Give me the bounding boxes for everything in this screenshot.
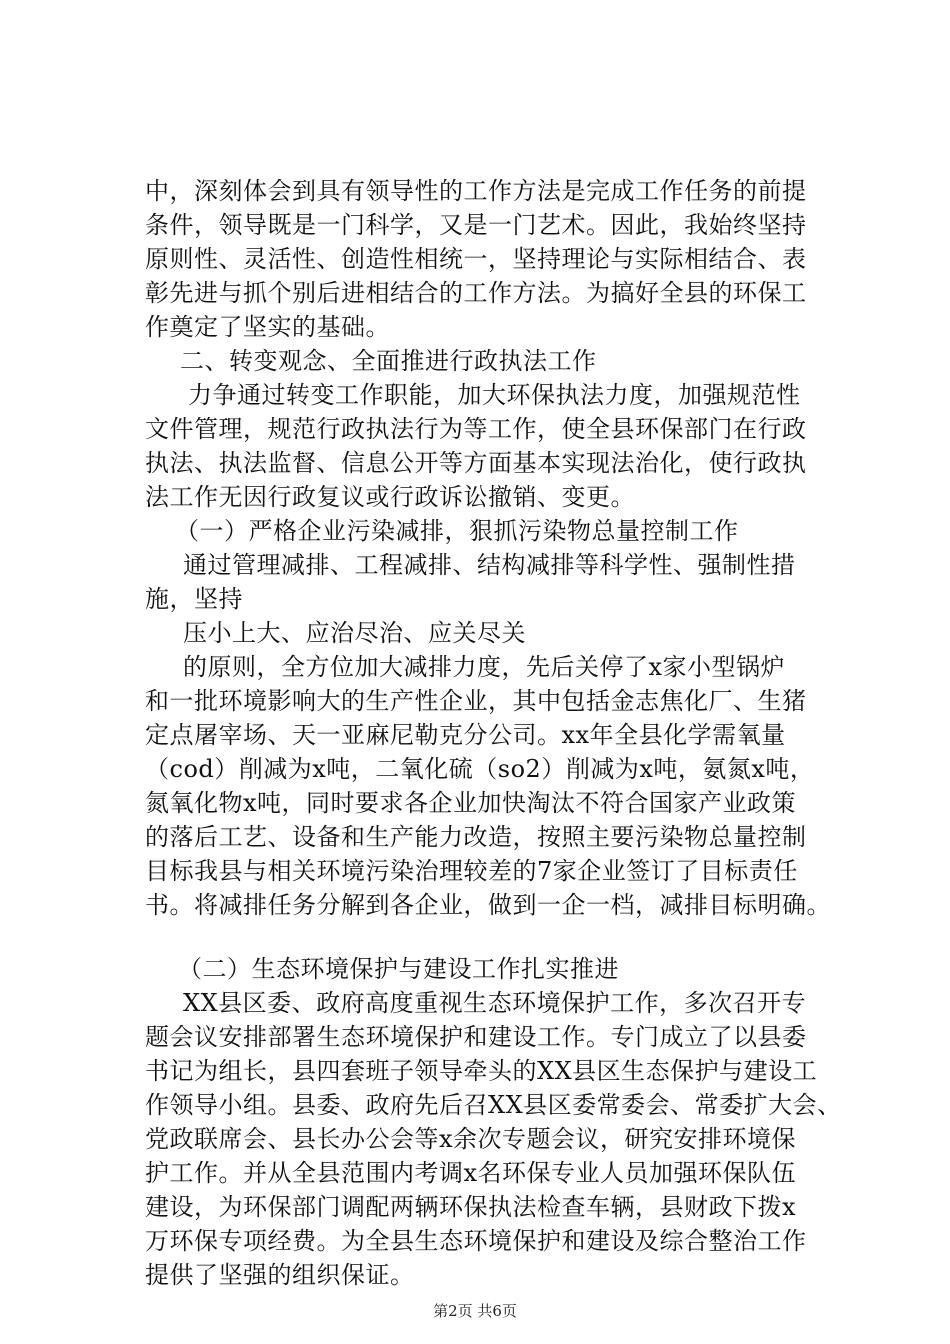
body-text-line: XX县区委、政府高度重视生态环境保护工作，多次召开专 (183, 989, 807, 1017)
body-text-line: 原则性、灵活性、创造性相统一，坚持理论与实际相结合、表 (145, 245, 807, 273)
body-text-line: （cod）削减为x吨，二氧化硫（so2）削减为x吨，氨氮x吨， (145, 755, 815, 783)
body-text-line: 的原则，全方位加大减排力度，先后关停了x家小型锅炉 (183, 653, 786, 681)
body-text-line: 力争通过转变工作职能，加大环保执法力度，加强规范性 (188, 381, 801, 409)
page-number-footer: 第2页 共6页 (433, 1302, 517, 1320)
body-text-line: 万环保专项经费。为全县生态环境保护和建设及综合整治工作 (145, 1227, 807, 1255)
subsection-heading: （二）生态环境保护与建设工作扎实推进 (178, 955, 619, 983)
body-text-line: 压小上大、应治尽治、应关尽关 (183, 619, 526, 647)
body-text-line: 提供了坚强的组织保证。 (145, 1261, 415, 1289)
body-text-line: 条件，领导既是一门科学，又是一门艺术。因此，我始终坚持 (145, 211, 807, 239)
body-text-line: 党政联席会、县长办公会等x余次专题会议，研究安排环境保 (145, 1125, 797, 1153)
body-text-line: 执法、执法监督、信息公开等方面基本实现法治化，使行政执 (145, 449, 807, 477)
body-text-line: 目标我县与相关环境污染治理较差的7家企业签订了目标责任 (145, 857, 798, 885)
body-text-line: 建设，为环保部门调配两辆环保执法检查车辆，县财政下拨x (145, 1193, 797, 1221)
body-text-line: 作领导小组。县委、政府先后召XX县区委常委会、常委扩大会、 (145, 1091, 842, 1119)
body-text-line: 书。将减排任务分解到各企业，做到一企一档，减排目标明确。 (145, 891, 831, 919)
subsection-heading: （一）严格企业污染减排，狠抓污染物总量控制工作 (175, 517, 739, 545)
body-text-line: 的落后工艺、设备和生产能力改造，按照主要污染物总量控制 (145, 823, 807, 851)
section-heading: 二、转变观念、全面推进行政执法工作 (180, 347, 597, 375)
body-text-line: 书记为组长，县四套班子领导牵头的XX县区生态保护与建设工 (145, 1057, 818, 1085)
body-text-line: 和一批环境影响大的生产性企业，其中包括金志焦化厂、生猪 (145, 687, 807, 715)
body-text-line: 定点屠宰场、天一亚麻尼勒克分公司。xx年全县化学需氧量 (145, 721, 786, 749)
body-text-line: 通过管理减排、工程减排、结构减排等科学性、强制性措 (183, 551, 796, 579)
body-text-line: 题会议安排部署生态环境保护和建设工作。专门成立了以县委 (145, 1023, 807, 1051)
body-text-line: 文件管理，规范行政执法行为等工作，使全县环保部门在行政 (145, 415, 807, 443)
body-text-line: 护工作。并从全县范围内考调x名环保专业人员加强环保队伍 (145, 1159, 797, 1187)
body-text-line: 施，坚持 (145, 585, 243, 613)
body-text-line: 作奠定了坚实的基础。 (145, 313, 390, 341)
body-text-line: 氮氧化物x吨，同时要求各企业加快淘汰不符合国家产业政策 (145, 789, 797, 817)
body-text-line: 彰先进与抓个别后进相结合的工作方法。为搞好全县的环保工 (145, 279, 807, 307)
body-text-line: 中，深刻体会到具有领导性的工作方法是完成工作任务的前提 (145, 177, 807, 205)
body-text-line: 法工作无因行政复议或行政诉讼撤销、变更。 (145, 483, 635, 511)
